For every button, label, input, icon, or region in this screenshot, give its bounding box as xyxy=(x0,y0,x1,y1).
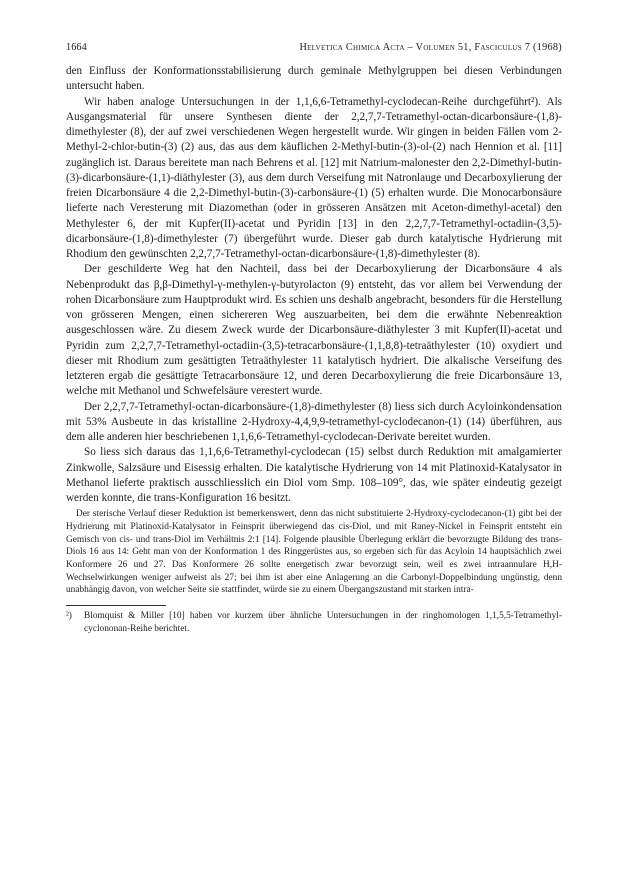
paragraph: Der 2,2,7,7-Tetramethyl-octan-dicarbonsäure-(1,8)-dimethylester (8) liess sich durch Acyloinkondensation mit 53% Ausbeute in das kristalline 2-Hydroxy-4,4,9,9-tetramethyl-cyclodecanon-(1) (14) überführen, aus dem alle anderen hier beschriebenen 1,1,6,6-Tetramethyl-cyclodecan-Derivate bereitet wurden. xyxy=(66,400,562,443)
paragraph: Der geschilderte Weg hat den Nachteil, dass bei der Decarboxylierung der Dicarbonsäure 4 als Nebenprodukt das β,β-Dimethyl-γ-methylen-γ-butyrolacton (9) entsteht, das vor allem bei Verwendung der rohen Dicarbonsäure zum Hauptprodukt wird. Es schien uns deshalb angebracht, besonders für die Herstellung von grösseren Mengen, einen sichereren Weg auszuarbeiten, bei dem die erwähnte Nebenreaktion ausgeschlossen wäre. Zu diesem Zweck wurde der Dicarbonsäure-diäthylester 3 mit Kupfer(II)-acetat und Pyridin zum 2,2,7,7-Tetramethyl-octadiin-(3,5)-tetracarbonsäure-(1,1,8,8)-tetraäthylester (10) oxydiert und dieser mit Rhodium zum gesättigten Tetraäthylester 11 katalytisch hydriert. Die alkalische Verseifung des letzteren ergab die gesättigte Tetracarbonsäure 12, und deren Decarboxylierung die freie Dicarbonsäure 13, welche mit Methanol und Schwefelsäure verestert wurde. xyxy=(66,263,562,398)
main-text xyxy=(66,64,562,506)
page xyxy=(66,40,562,636)
paragraph: Wir haben analoge Untersuchungen in der 1,1,6,6-Tetramethyl-cyclodecan-Reihe durchgeführt²). Als Ausgangsmaterial für unsere Synthesen diente der 2,2,7,7-Tetramethyl-octan-dicarbonsäure-(1,8)-dimethylester (8), der auf zwei verschiedenen Wegen hergestellt wurde. Wir gingen in beiden Fällen vom 2-Methyl-2-chlor-butin-(3) (2) aus, das aus dem käuflichen 2-Methyl-butin-(3)-ol-(2) nach Hennion et al. [11] zugänglich ist. Daraus bereitete man nach Behrens et al. [12] mit Natrium-malonester den 2,2-Dimethyl-butin-(3)-dicarbonsäure-(1,1)-diäthylester (3), aus dem durch Verseifung mit Natronlauge und Decarboxylierung der freien Dicarbonsäure 4 die 2,2-Dimethyl-butin-(3)-carbonsäure-(1) (5) erhalten wurde. Die Monocarbonsäure lieferte nach Veresterung mit Diazomethan (oder in grösseren Ansätzen mit Aceton-dimethyl-acetal) den Methylester 6, der mit Kupfer(II)-acetat und Pyridin [13] in den 2,2,7,7-Tetramethyl-octadiin-(3,5)-dicarbonsäure-(1,8)-dimethylester (7) übergeführt wurde. Dieser gab durch katalytische Hydrierung mit Rhodium den gewünschten 2,2,7,7-Tetramethyl-octan-dicarbonsäure-(1,8)-dimethylester (8). xyxy=(66,95,562,260)
small-paragraph: Der sterische Verlauf dieser Reduktion ist bemerkenswert, denn das nicht substituierte 2-Hydroxy-cyclodecanon-(1) gibt bei der Hydrierung mit Platinoxid-Katalysator in Feinsprit überwiegend das cis-Diol, und mit Raney-Nickel in Feinsprit entsteht ein Gemisch von cis- und trans-Diol im Verhältnis 2:1 [14]. Folgende plausible Überlegung erklärt die bevorzugte Bildung des trans-Diols 16 aus 14: Geht man von der Konformation 1 des Ringgerüstes aus, so ergeben sich für das Acyloin 14 hauptsächlich zwei Konformere 26 und 27. Das Konformere 26 sollte energetisch zwar bevorzugt sein, weil es zwei intraannulare H,H-Wechselwirkungen weniger aufweist als 27; bei ihm ist aber eine Anlagerung an die Carbonyl-Doppelbindung ungünstig, denn unabhängig davon, von welcher Seite sie stattfindet, würde sie zu einem Übergangszustand mit starken intra- xyxy=(66,509,562,596)
running-head xyxy=(66,40,562,56)
paragraph: den Einfluss der Konformationsstabilisierung durch geminale Methylgruppen bei diesen Verbindungen untersucht haben. xyxy=(66,65,562,93)
footnote-mark: ²) xyxy=(66,611,72,622)
journal-title: Helvetica Chimica Acta – Volumen 51, Fasciculus 7 (1968) xyxy=(299,42,562,53)
page-number: 1664 xyxy=(66,42,87,53)
footnote-text: Blomquist & Miller [10] haben vor kurzem über ähnliche Untersuchungen in der ringhomologen 1,1,5,5-Tetramethyl-cyclononan-Reihe berichtet. xyxy=(84,611,562,634)
paragraph: So liess sich daraus das 1,1,6,6-Tetramethyl-cyclodecan (15) selbst durch Reduktion mit amalgamierter Zinkwolle, Salzsäure und Eisessig erhalten. Die katalytische Hydrierung von 14 mit Platinoxid-Katalysator in Methanol lieferte praktisch ausschliesslich ein Diol vom Smp. 108–109°, das, wie später eindeutig gezeigt werden konnte, die trans-Konfiguration 16 besitzt. xyxy=(66,446,562,504)
footnote xyxy=(66,610,562,635)
small-print-section xyxy=(66,508,562,597)
footnote-rule xyxy=(66,605,166,606)
